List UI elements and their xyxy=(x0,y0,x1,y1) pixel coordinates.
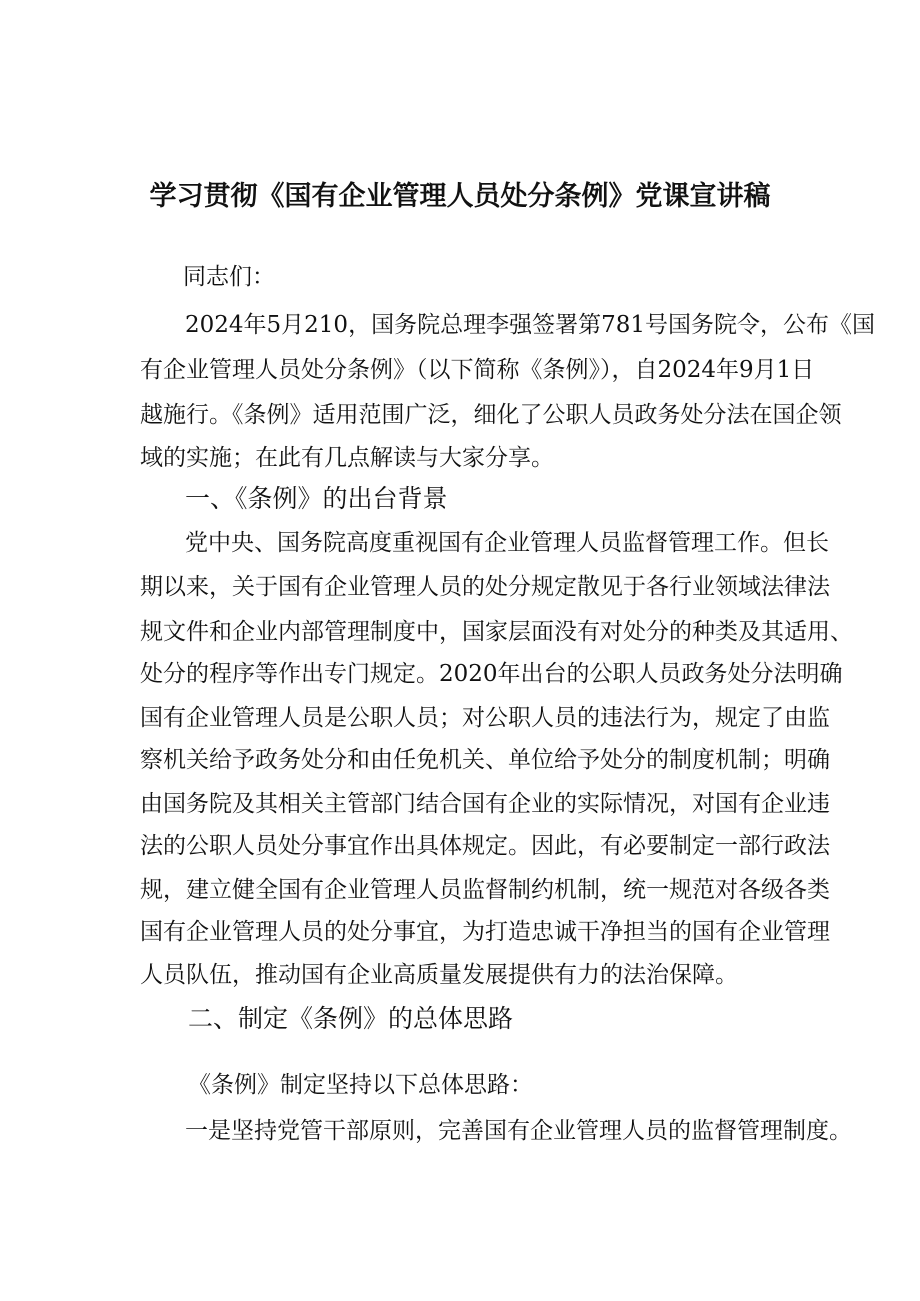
paragraph-line: 察机关给予政务处分和由任免机关、单位给予处分的制度机制；明确 xyxy=(140,747,830,773)
paragraph-line: 越施行。《条例》适用范围广泛，细化了公职人员政务处分法在国企领 xyxy=(140,402,842,428)
paragraph-line: 由国务院及其相关主管部门结合国有企业的实际情况，对国有企业违 xyxy=(140,791,830,817)
paragraph-line: 域的实施；在此有几点解读与大家分享。 xyxy=(140,445,554,471)
paragraph-line: 规，建立健全国有企业管理人员监督制约机制，统一规范对各级各类 xyxy=(140,877,830,903)
document-title: 学习贯彻《国有企业管理人员处分条例》党课宣讲稿 xyxy=(149,181,771,212)
section-heading: 二、制定《条例》的总体思路 xyxy=(188,1004,514,1033)
paragraph-line: 法的公职人员处分事宜作出具体规定。因此，有必要制定一部行政法 xyxy=(140,833,830,859)
paragraph-line: 党中央、国务院高度重视国有企业管理人员监督管理工作。但长 xyxy=(185,530,829,556)
paragraph-line: 国有企业管理人员的处分事宜，为打造忠诚干净担当的国有企业管理 xyxy=(140,919,830,945)
paragraph-line: 《条例》制定坚持以下总体思路： xyxy=(188,1072,533,1098)
paragraph-line: 处分的程序等作出专门规定。2020年出台的公职人员政务处分法明确 xyxy=(140,661,843,687)
salutation: 同志们： xyxy=(183,264,275,290)
paragraph-line: 人员队伍，推动国有企业高质量发展提供有力的法治保障。 xyxy=(140,962,738,988)
paragraph-line: 有企业管理人员处分条例》（以下简称《条例》），自2024年9月1日 xyxy=(140,357,815,383)
paragraph-line: 一是坚持党管干部原则，完善国有企业管理人员的监督管理制度。 xyxy=(185,1118,852,1144)
paragraph-line: 国有企业管理人员是公职人员；对公职人员的违法行为，规定了由监 xyxy=(140,705,830,731)
section-heading: 一、《条例》的出台背景 xyxy=(185,484,448,513)
paragraph-line: 2024年5月210，国务院总理李强签署第781号国务院令，公布《国 xyxy=(185,312,875,338)
paragraph-line: 期以来，关于国有企业管理人员的处分规定散见于各行业领域法律法 xyxy=(140,574,830,600)
paragraph-line: 规文件和企业内部管理制度中，国家层面没有对处分的种类及其适用、 xyxy=(140,619,853,645)
